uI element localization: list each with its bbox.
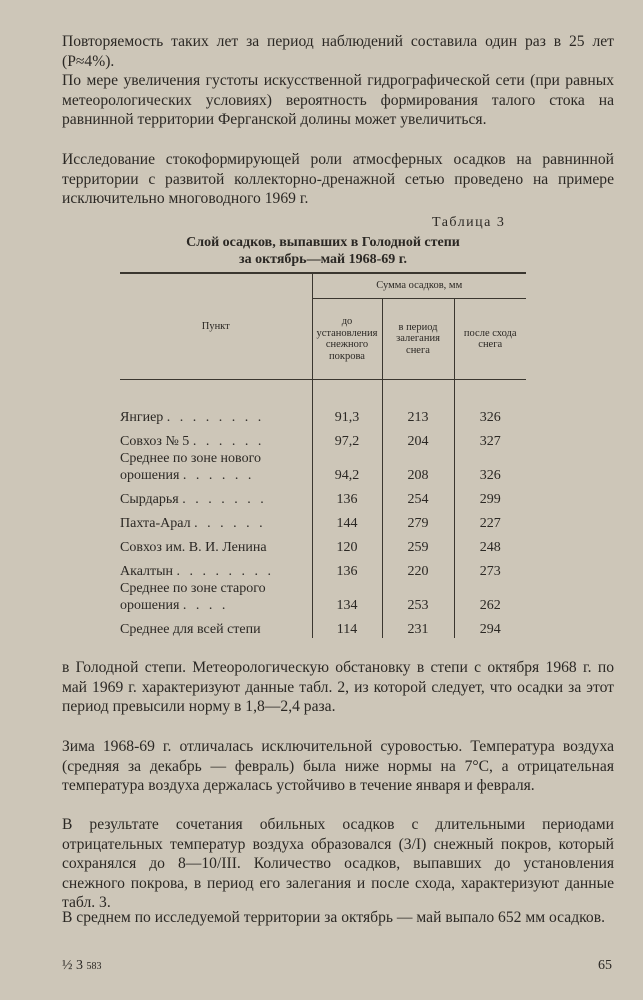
header-during-snow: в период залегания снега bbox=[382, 299, 454, 380]
cell-after: 262 bbox=[454, 580, 526, 614]
row-name: Среднее по зоне нового орошения . . . . . . bbox=[120, 451, 261, 483]
table-row bbox=[120, 450, 526, 484]
paragraph-1 bbox=[62, 32, 614, 71]
paragraph-6-text: В результате сочетания обильных осадков с длительными периодами отрицательных температур воздуха образовался (3/I) снежный покров, который сохранялся до 8—10/III. Количество осадков, выпавших до установления снежного покрова, в период его залегания и после схода, характеризуют данные табл. 3. bbox=[62, 816, 614, 911]
table-title-line-2: за октябрь—май 1968-69 г. bbox=[238, 252, 408, 267]
paragraph-5 bbox=[62, 737, 614, 796]
table-row bbox=[120, 532, 526, 556]
header-after-snow: после схода снега bbox=[454, 299, 526, 380]
row-name: Янгиер . . . . . . . . bbox=[120, 410, 265, 425]
row-name: Среднее для всей степи bbox=[120, 622, 261, 637]
cell-during: 259 bbox=[382, 532, 454, 556]
cell-before: 134 bbox=[312, 580, 382, 614]
table-row bbox=[120, 556, 526, 580]
table-row bbox=[120, 484, 526, 508]
row-name: Пахта-Арал . . . . . . bbox=[120, 516, 266, 531]
cell-after: 227 bbox=[454, 508, 526, 532]
cell-after: 273 bbox=[454, 556, 526, 580]
row-name: Сырдарья . . . . . . . bbox=[120, 492, 267, 507]
paragraph-4-text: в Голодной степи. Метеорологическую обстановку в степи с октября 1968 г. по май 1969 г. характеризуют данные табл. 2, из которой следует, что осадки за этот период превысили норму в 1,8—2,4 раза. bbox=[62, 659, 614, 715]
precipitation-table bbox=[120, 272, 526, 638]
paragraph-1-text: Повторяемость таких лет за период наблюдений составила один раз в 25 лет (P≈4%). bbox=[62, 33, 614, 70]
cell-before: 136 bbox=[312, 556, 382, 580]
cell-before: 144 bbox=[312, 508, 382, 532]
paragraph-2-text: По мере увеличения густоты искусственной гидрографической сети (при равных метеорологических условиях) вероятность формирования талого стока на равнинной территории Ферганской долины может увеличиться. bbox=[62, 72, 614, 128]
header-punkt: Пункт bbox=[120, 273, 312, 380]
table-title bbox=[120, 234, 526, 268]
cell-before: 114 bbox=[312, 614, 382, 638]
row-name: Совхоз им. В. И. Ленина bbox=[120, 540, 267, 555]
cell-before: 97,2 bbox=[312, 426, 382, 450]
table-row bbox=[120, 580, 526, 614]
cell-after: 299 bbox=[454, 484, 526, 508]
paragraph-7-text: В среднем по исследуемой территории за октябрь — май выпало 652 мм осадков. bbox=[62, 909, 605, 926]
cell-after: 248 bbox=[454, 532, 526, 556]
table-row bbox=[120, 508, 526, 532]
cell-during: 213 bbox=[382, 380, 454, 427]
cell-after: 294 bbox=[454, 614, 526, 638]
paragraph-2 bbox=[62, 71, 614, 130]
row-name: Совхоз № 5 . . . . . . bbox=[120, 434, 265, 449]
cell-after: 326 bbox=[454, 450, 526, 484]
cell-during: 253 bbox=[382, 580, 454, 614]
table-row bbox=[120, 426, 526, 450]
table-row bbox=[120, 380, 526, 427]
paragraph-6 bbox=[62, 815, 614, 913]
cell-during: 208 bbox=[382, 450, 454, 484]
cell-before: 91,3 bbox=[312, 380, 382, 427]
cell-before: 120 bbox=[312, 532, 382, 556]
row-name: Акалтын . . . . . . . . bbox=[120, 564, 275, 579]
page-number: 65 bbox=[598, 958, 612, 973]
cell-before: 136 bbox=[312, 484, 382, 508]
cell-during: 254 bbox=[382, 484, 454, 508]
signature-number: 583 bbox=[86, 961, 102, 972]
cell-after: 327 bbox=[454, 426, 526, 450]
cell-during: 204 bbox=[382, 426, 454, 450]
paragraph-4 bbox=[62, 658, 614, 717]
paragraph-3-text: Исследование стокоформирующей роли атмосферных осадков на равнинной территории с развитой коллекторно-дренажной сетью проведено на примере исключительно многоводного 1969 г. bbox=[62, 151, 614, 207]
table-row bbox=[120, 614, 526, 638]
table-title-line-1: Слой осадков, выпавших в Голодной степи bbox=[186, 235, 460, 250]
signature-text: ½ 3 bbox=[62, 958, 83, 973]
signature-mark bbox=[62, 958, 102, 974]
cell-during: 231 bbox=[382, 614, 454, 638]
cell-after: 326 bbox=[454, 380, 526, 427]
paragraph-5-text: Зима 1968-69 г. отличалась исключительной суровостью. Температура воздуха (средняя за декабрь — февраль) была ниже нормы на 7°С, а отрицательная температура воздуха держалась устойчиво в течение января и февраля. bbox=[62, 738, 614, 794]
table-caption: Таблица 3 bbox=[432, 215, 506, 230]
row-name: Среднее по зоне старого орошения . . . . bbox=[120, 581, 266, 613]
header-sum: Сумма осадков, мм bbox=[312, 273, 526, 299]
cell-during: 279 bbox=[382, 508, 454, 532]
cell-during: 220 bbox=[382, 556, 454, 580]
paragraph-7 bbox=[62, 908, 614, 928]
header-before-snow: до установления снежного покрова bbox=[312, 299, 382, 380]
cell-before: 94,2 bbox=[312, 450, 382, 484]
paragraph-3 bbox=[62, 150, 614, 209]
